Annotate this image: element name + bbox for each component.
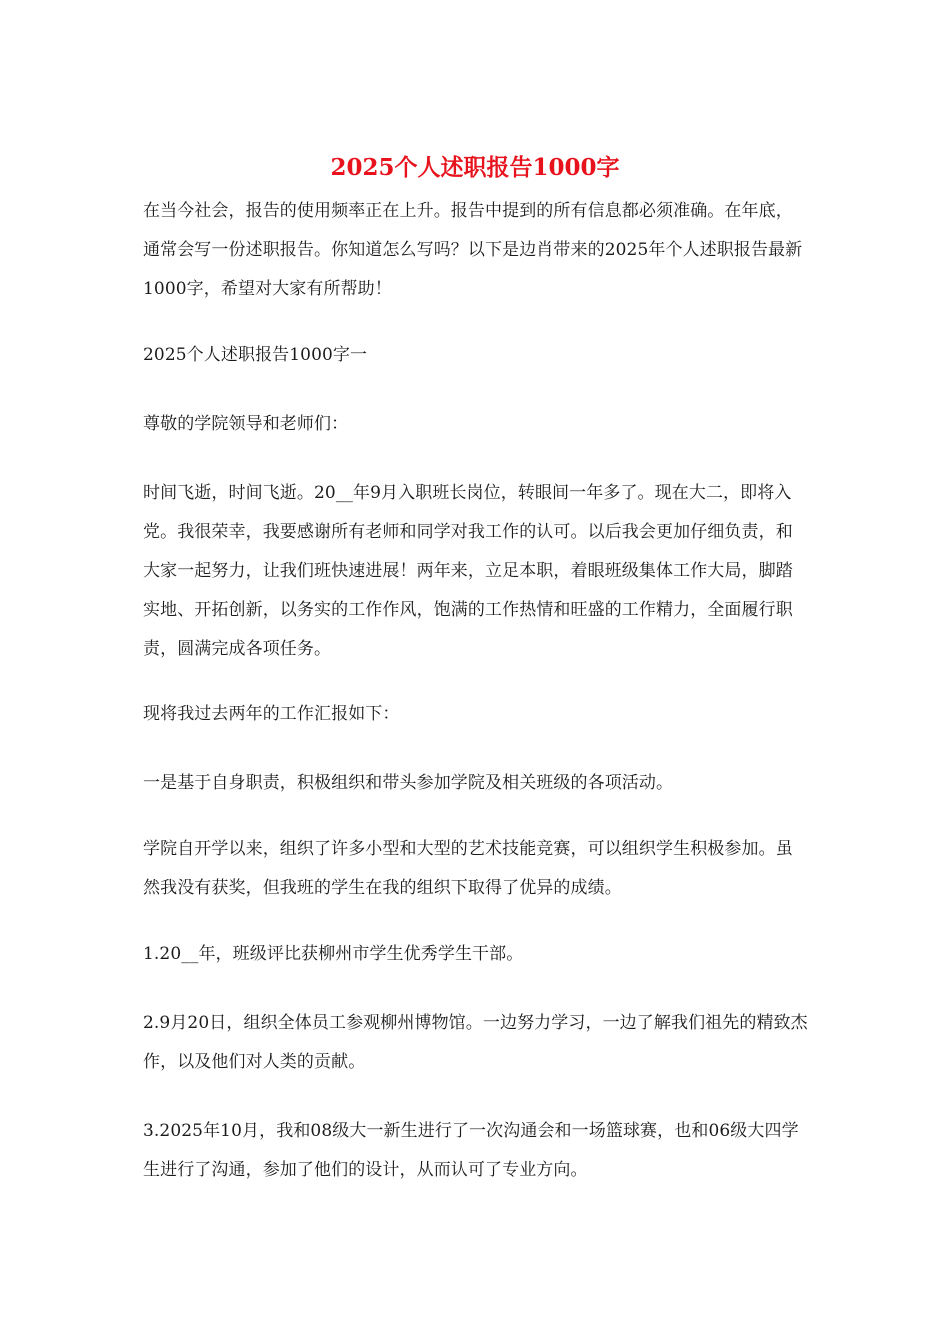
section-heading: 2025个人述职报告1000字一 (143, 345, 368, 365)
intro-paragraph: 在当今社会，报告的使用频率正在上升。报告中提到的所有信息都必须准确。在年底，通常会写一份述职报告。你知道怎么写吗？以下是边肖带来的2025年个人述职报告最新1000字，希望对大家有所帮助！ (143, 201, 803, 299)
list-item: 1.20__年，班级评比获柳州市学生优秀学生干部。 (143, 944, 524, 964)
body-paragraph: 学院自开学以来，组织了许多小型和大型的艺术技能竞赛，可以组织学生积极参加。虽然我没有获奖，但我班的学生在我的组织下取得了优异的成绩。 (143, 839, 793, 898)
salutation: 尊敬的学院领导和老师们： (143, 414, 349, 434)
body-paragraph: 时间飞逝，时间飞逝。20__年9月入职班长岗位，转眼间一年多了。现在大二，即将入党。我很荣幸，我要感谢所有老师和同学对我工作的认可。以后我会更加仔细负责，和大家一起努力，让我们班快速进展！两年来，立足本职，着眼班级集体工作大局，脚踏实地、开拓创新，以务实的工作作风，饱满的工作热情和旺盛的工作精力，全面履行职责，圆满完成各项任务。 (143, 483, 793, 659)
list-item: 3.2025年10月，我和08级大一新生进行了一次沟通会和一场篮球赛，也和06级大四学生进行了沟通，参加了他们的设计，从而认可了专业方向。 (143, 1121, 799, 1180)
body-paragraph: 一是基于自身职责，积极组织和带头参加学院及相关班级的各项活动。 (143, 773, 674, 793)
document-title: 2025个人述职报告1000字 (330, 154, 620, 181)
list-item: 2.9月20日，组织全体员工参观柳州博物馆。一边努力学习，一边了解我们祖先的精致杰作，以及他们对人类的贡献。 (143, 1013, 808, 1072)
body-paragraph: 现将我过去两年的工作汇报如下： (143, 704, 400, 724)
